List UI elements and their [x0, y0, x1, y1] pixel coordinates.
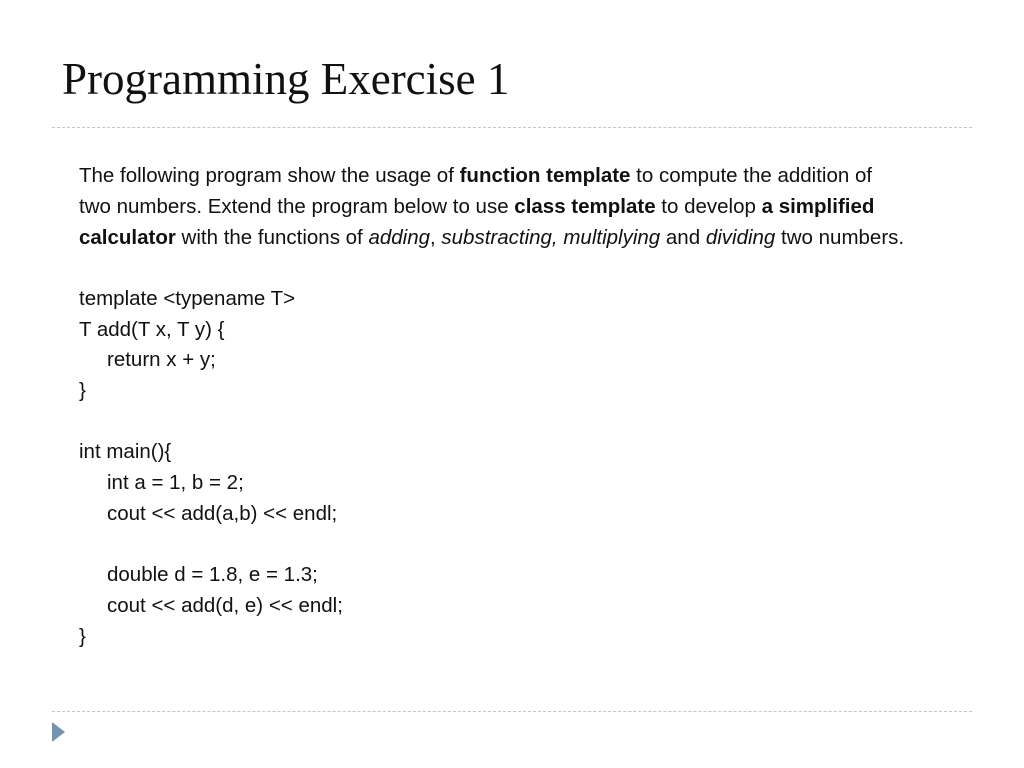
text-segment: to compute the addition of two numbers. Extend the program below to use	[79, 164, 873, 218]
bottom-divider	[52, 711, 972, 712]
code-line: cout << add(d, e) << endl;	[107, 593, 343, 617]
italic-dividing: dividing	[705, 226, 776, 249]
bold-class-template: class template	[514, 195, 656, 218]
code-line: }	[79, 624, 86, 648]
italic-adding: adding	[368, 226, 430, 249]
slide-title: Programming Exercise 1	[62, 54, 510, 104]
code-line: template <typename T>	[79, 287, 296, 310]
text-segment: two numbers.	[775, 226, 905, 249]
text-segment: and	[660, 226, 706, 249]
text-segment: to develop	[655, 195, 762, 218]
top-divider	[52, 127, 972, 128]
code-line: return x + y;	[107, 348, 216, 372]
code-blank-line	[79, 530, 909, 561]
bold-simplified-calculator: a simplified calculator	[79, 195, 875, 249]
text-segment: ,	[430, 226, 442, 249]
text-segment: with the functions of	[175, 226, 369, 249]
code-line: double d = 1.8, e = 1.3;	[107, 563, 318, 587]
bold-function-template: function template	[459, 164, 631, 187]
slide-body	[79, 160, 909, 652]
triangle-right-icon[interactable]	[52, 722, 65, 742]
code-line: int main(){	[79, 440, 172, 464]
code-line: int a = 1, b = 2;	[107, 471, 244, 495]
code-line: }	[79, 379, 86, 403]
text-segment: The following program show the usage of	[79, 164, 460, 187]
code-line: cout << add(a,b) << endl;	[107, 501, 338, 525]
description-paragraph	[79, 160, 909, 253]
italic-multiplying: multiplying	[563, 226, 661, 249]
code-line: T add(T x, T y) {	[79, 317, 225, 341]
italic-substracting: substracting,	[441, 226, 558, 249]
code-blank-line	[79, 407, 909, 438]
code-block	[79, 284, 909, 652]
